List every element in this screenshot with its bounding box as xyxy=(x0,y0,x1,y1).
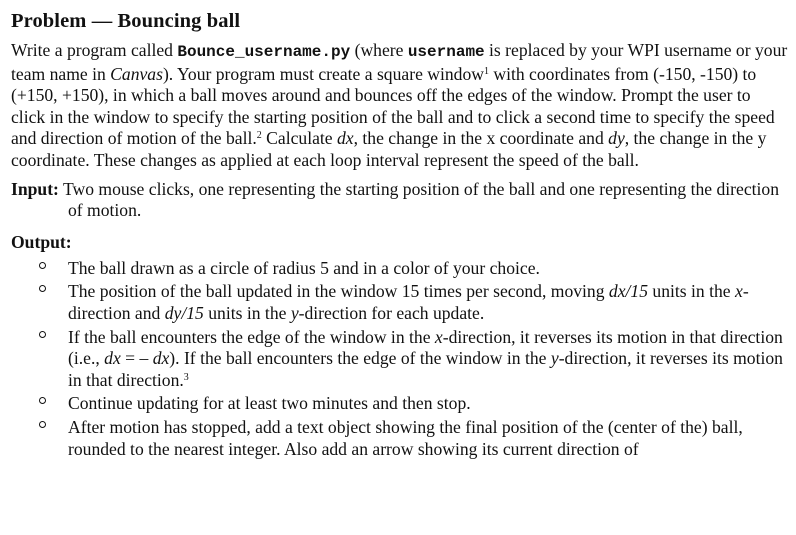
canvas-term: Canvas xyxy=(110,63,163,84)
bullet-icon xyxy=(39,262,46,269)
input-text: Two mouse clicks, one representing the starting position of the ball and one representing the direction of motion. xyxy=(58,178,780,221)
list-item-text: If the ball encounters the edge of the window in the xyxy=(68,326,435,347)
dx-term: dx xyxy=(337,128,354,149)
list-item xyxy=(11,281,789,324)
intro-text: ). Your program must create a square window xyxy=(162,63,484,84)
x-term: x xyxy=(434,326,443,347)
list-item xyxy=(11,417,789,460)
list-item-text: The position of the ball updated in the window 15 times per second, moving xyxy=(68,281,609,302)
intro-text: is replaced by your WPI username or your team name in xyxy=(11,40,788,84)
footnote-ref-1: 1 xyxy=(483,65,489,77)
input-section xyxy=(11,179,789,222)
list-item-text: units in the xyxy=(648,281,736,302)
intro-text: , the change in the x coordinate and xyxy=(353,128,609,149)
output-list xyxy=(11,258,789,460)
intro-paragraph xyxy=(11,40,789,172)
intro-text: with coordinates from (-150, -150) to (+150, +150), in which a ball moves around and bounces off the edges of the window. Prompt the user to click in the window to specify the starting position of the ball and to click a second time to specify the speed and direction of motion of the ball. xyxy=(11,63,775,149)
bullet-icon xyxy=(39,421,46,428)
list-item-text: After motion has stopped, add a text object showing the final position of the (center of the) ball, rounded to the nearest integer. Also add an arrow showing its current direction of xyxy=(68,416,743,459)
footnote-ref-2: 2 xyxy=(256,130,262,142)
bullet-icon xyxy=(39,331,46,338)
dy-term: dy xyxy=(608,128,625,149)
bullet-icon xyxy=(39,285,46,292)
filename-code: Bounce_username.py xyxy=(177,43,351,61)
y-term: y xyxy=(550,348,559,369)
intro-text: , the change in the y coordinate. These changes as applied at each loop interval represent the speed of the ball. xyxy=(11,128,767,170)
document-page xyxy=(11,8,789,462)
list-item-text: -direction, it reverses its motion in that direction. xyxy=(68,348,783,390)
list-item-text: Continue updating for at least two minutes and then stop. xyxy=(68,393,471,414)
footnote-ref-3: 3 xyxy=(183,371,189,383)
list-item xyxy=(11,258,789,280)
output-label: Output: xyxy=(11,231,72,252)
intro-text: Calculate xyxy=(261,128,337,149)
y-term: y xyxy=(290,302,299,323)
list-item-text: The ball drawn as a circle of radius 5 and in a color of your choice. xyxy=(68,257,540,278)
dy-term: dy/ xyxy=(164,302,187,323)
list-item xyxy=(11,327,789,392)
x-term: x xyxy=(735,281,743,302)
dx-term: dx xyxy=(152,348,170,369)
number-term: 15 xyxy=(630,281,649,302)
list-item-text: -direction for each update. xyxy=(298,302,485,323)
bullet-icon xyxy=(39,397,46,404)
number-term: 15 xyxy=(186,302,204,323)
dx-term: dx xyxy=(104,348,121,369)
username-code: username xyxy=(407,43,485,61)
input-label: Input: xyxy=(11,178,59,199)
list-item-text: -direction and xyxy=(68,281,749,323)
intro-text: Write a program called xyxy=(11,40,178,60)
dx-term: dx/ xyxy=(608,281,631,302)
list-item-text: = – xyxy=(120,348,153,369)
problem-title: Problem — Bouncing ball xyxy=(11,10,241,32)
list-item-text: -direction, it reverses its motion in that direction (i.e., xyxy=(68,326,783,369)
intro-text: (where xyxy=(350,40,408,60)
list-item-text: units in the xyxy=(203,302,291,323)
list-item-text: ). If the ball encounters the edge of the window in the xyxy=(169,348,551,369)
list-item xyxy=(11,393,789,415)
